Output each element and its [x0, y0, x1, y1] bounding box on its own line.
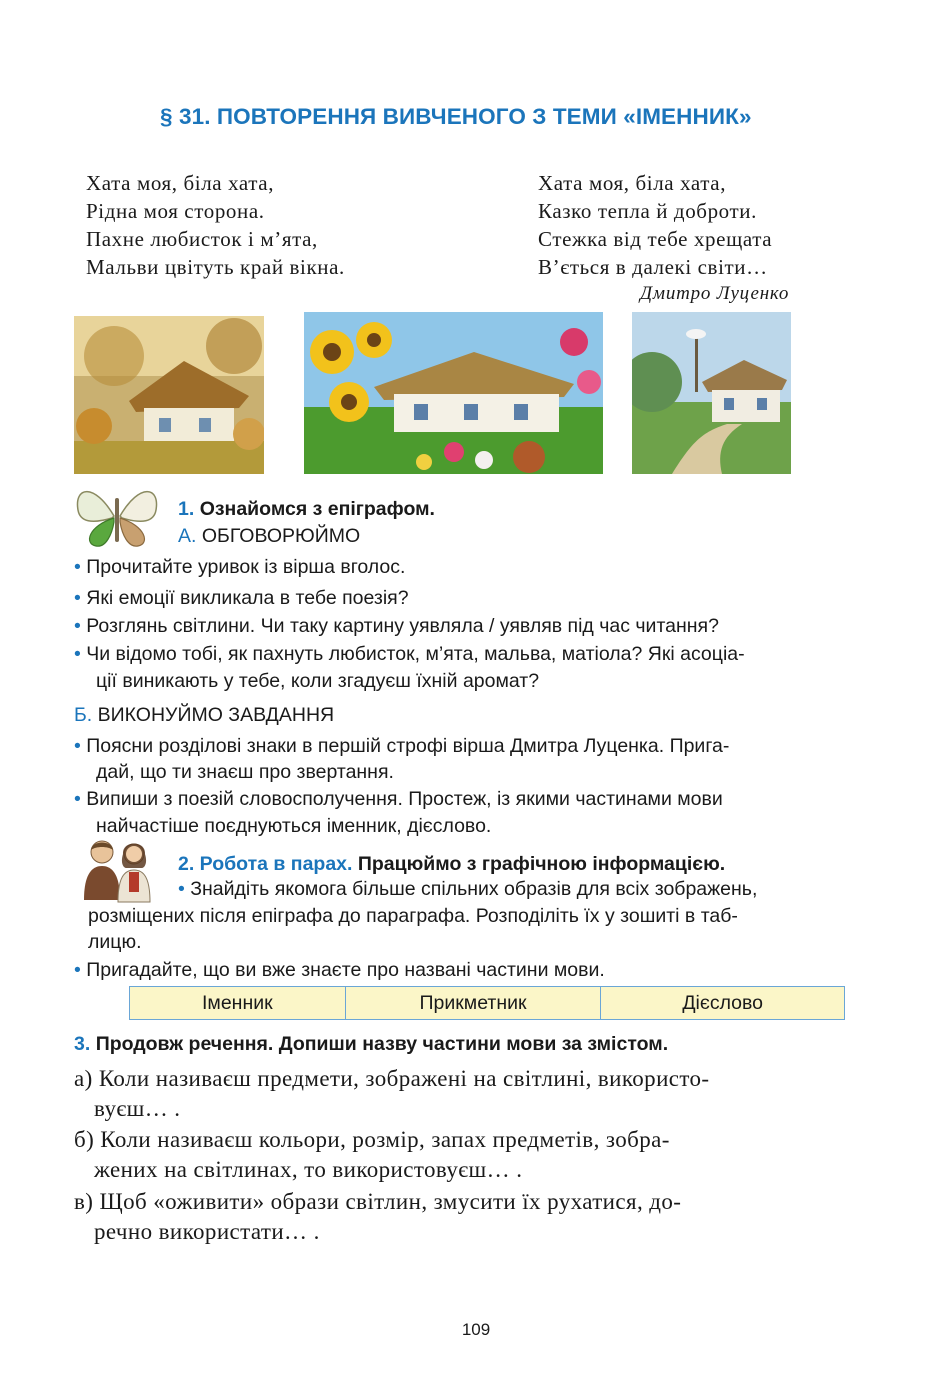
part-a-letter: А.: [178, 525, 197, 547]
bullet-icon: •: [74, 556, 81, 578]
cottage-thatched-image: [74, 316, 264, 474]
poem-line: Мальви цвітуть край вікна.: [86, 255, 345, 279]
poem-line: В’ється в далекі світи…: [538, 255, 768, 279]
part-a-title: ОБГОВОРЮЙМО: [201, 525, 361, 547]
list-item: [74, 554, 405, 581]
list-item-continuation: найчастіше поєднуються іменник, дієслово.: [96, 815, 492, 837]
poem-line: Казко тепла й доброти.: [538, 199, 757, 223]
page-number: 109: [461, 1320, 491, 1339]
section-title: § 31. ПОВТОРЕННЯ ВИВЧЕНОГО З ТЕМИ «ІМЕННИК»: [160, 104, 752, 129]
poem-line: Рідна моя сторона.: [86, 199, 265, 223]
bullet-icon: •: [178, 878, 185, 900]
list-item-continuation: ції виникають у тебе, коли згадуєш їхній аромат?: [96, 670, 540, 692]
list-item-text: Випиши з поезій словосполучення. Простеж, із якими частинами мови: [86, 788, 723, 810]
list-item-continuation: лицю.: [88, 931, 142, 953]
list-item: [178, 876, 757, 903]
sentence-a-line2: вуєш… .: [94, 1096, 181, 1121]
table-header-cell: Іменник: [130, 987, 346, 1020]
list-item-text: Розглянь світлини. Чи таку картину уявляла / уявляв під час читання?: [86, 615, 719, 637]
poem-author: Дмитро Луценко: [640, 283, 790, 304]
part-b-title: ВИКОНУЙМО ЗАВДАННЯ: [97, 704, 335, 726]
poem-line: Пахне любисток і м’ята,: [86, 227, 318, 251]
poem-right-stanza: [538, 169, 772, 281]
list-item-text: Які емоції викликала в тебе поезія?: [86, 587, 409, 609]
list-item: [74, 957, 605, 984]
list-item-text: Прочитайте уривок із вірша вголос.: [86, 556, 406, 578]
poem-left-stanza: [86, 169, 345, 281]
sentence-a-line1: а) Коли називаєш предмети, зображені на світлині, використо-: [74, 1066, 710, 1091]
sentence-b-line1: б) Коли називаєш кольори, розмір, запах предметів, зобра-: [74, 1127, 670, 1152]
task3-title: Продовж речення. Допиши назву частини мови за змістом.: [95, 1033, 669, 1055]
list-item: [74, 613, 719, 640]
list-item: [74, 786, 723, 813]
list-item: [74, 641, 745, 668]
table-header-cell: Прикметник: [345, 987, 601, 1020]
list-item-text: Пригадайте, що ви вже знаєте про названі частини мови.: [86, 959, 605, 981]
task2-heading: [178, 851, 725, 878]
bullet-icon: •: [74, 615, 81, 637]
task1-number: 1.: [178, 498, 195, 520]
bullet-icon: •: [74, 788, 81, 810]
pair-work-icon: [74, 838, 164, 904]
sentence-b-line2: жених на світлинах, то використовуєш… .: [94, 1157, 523, 1182]
table-header-cell: Дієслово: [601, 987, 845, 1020]
bullet-icon: •: [74, 959, 81, 981]
poem-line: Стежка від тебе хрещата: [538, 227, 773, 251]
sentence-c-line2: речно використати… .: [94, 1219, 320, 1244]
poem-line: Хата моя, біла хата,: [538, 171, 727, 195]
task1-title: Ознайомся з епіграфом.: [199, 498, 435, 520]
task3-number: 3.: [74, 1033, 91, 1055]
list-item-continuation: розміщених після епіграфа до параграфа. Розподіліть їх у зошиті в таб-: [88, 905, 738, 927]
task1-part-b-heading: [74, 702, 334, 729]
part-b-letter: Б.: [74, 704, 93, 726]
list-item-text: Знайдіть якомога більше спільних образів для всіх зображень,: [190, 878, 758, 900]
list-item: [74, 585, 409, 612]
list-item: [74, 733, 729, 760]
bullet-icon: •: [74, 735, 81, 757]
parts-of-speech-table: [129, 986, 845, 1020]
sentence-c-line1: в) Щоб «оживити» образи світлин, змусити їх рухатися, до-: [74, 1189, 682, 1214]
bullet-icon: •: [74, 643, 81, 665]
task1-part-a-heading: [178, 523, 360, 550]
cottage-stork-path-image: [632, 312, 791, 474]
cottage-sunflowers-image: [304, 312, 603, 474]
list-item-text: Поясни розділові знаки в першій строфі вірша Дмитра Луценка. Прига-: [86, 735, 730, 757]
list-item-continuation: дай, що ти знаєш про звертання.: [96, 761, 394, 783]
poem-line: Хата моя, біла хата,: [86, 171, 275, 195]
bullet-icon: •: [74, 587, 81, 609]
task3-heading: [74, 1031, 668, 1058]
list-item-text: Чи відомо тобі, як пахнуть любисток, м’ята, мальва, матіола? Які асоціа-: [86, 643, 745, 665]
task2-number-title: 2. Робота в парах.: [178, 853, 353, 875]
butterfly-icon: [74, 482, 160, 550]
task1-heading: [178, 496, 435, 523]
task2-subtitle: Працюймо з графічною інформацією.: [357, 853, 726, 875]
